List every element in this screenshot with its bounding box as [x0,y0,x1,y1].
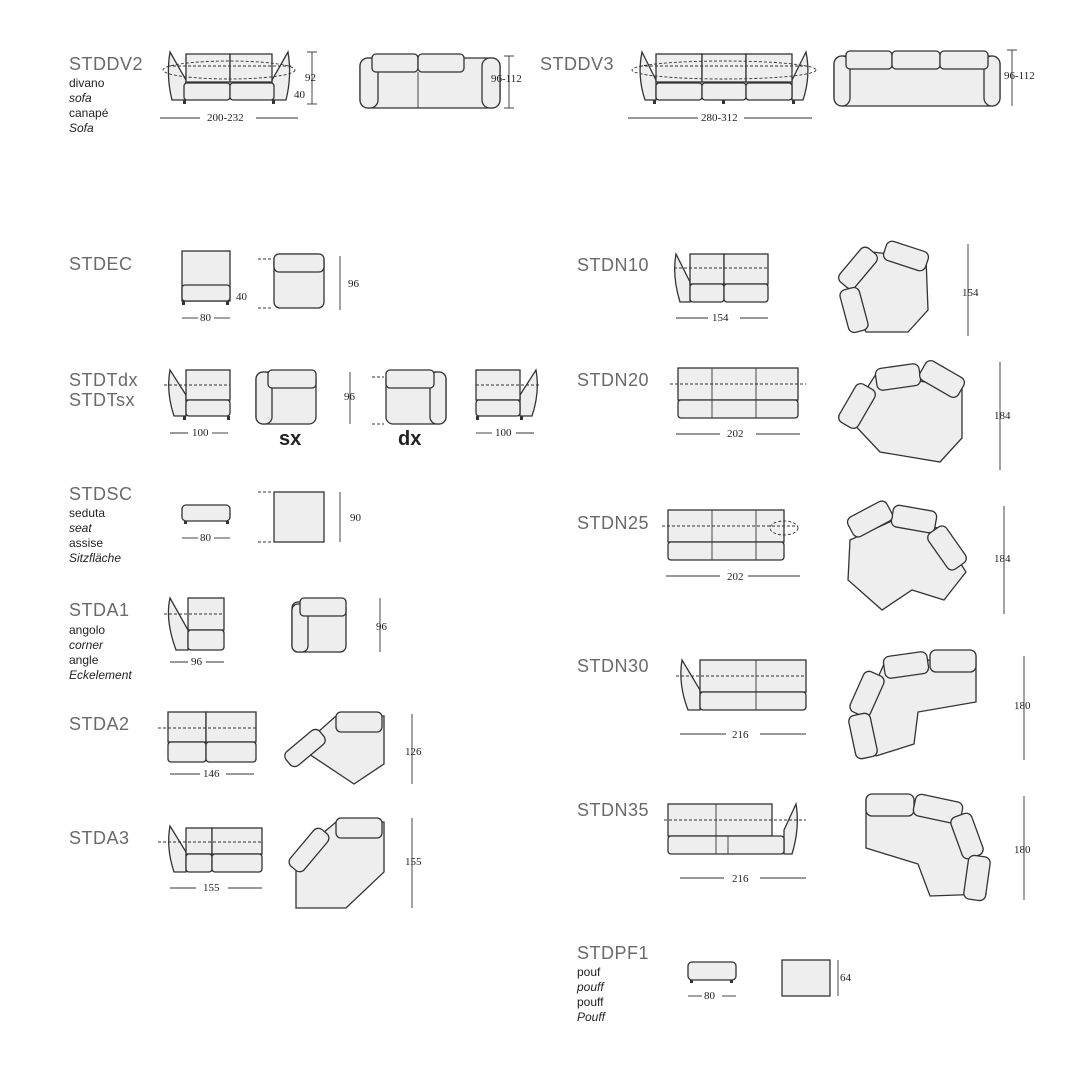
code-stdpf1: STDPF1 [577,943,650,963]
code-stdn30: STDN30 [577,656,650,676]
dim-stdec-depth: 96 [348,278,359,290]
label-sx: sx [279,428,302,450]
dim-stdn35-depth: 180 [1014,844,1031,856]
code-stda1: STDA1 [69,600,130,620]
dim-stdn25-depth: 184 [994,553,1011,565]
caption-it: divano [69,76,105,90]
code-stdn35: STDN35 [577,800,650,820]
dim-stdn30-depth: 180 [1014,700,1031,712]
dim-stdn25-width: 202 [727,571,744,583]
caption-it: angolo [69,623,106,637]
stdt-front-left [164,370,230,433]
dim-stdn10-width: 154 [712,312,729,324]
stdn30-front-view [676,660,806,734]
dim-stddv2-height: 92 [305,72,316,84]
dim-stda2-depth: 126 [405,746,422,758]
dim-stddv2-width: 200-232 [207,112,244,124]
code-stdtsx: STDTsx [69,390,135,410]
caption-fr: canapé [69,106,109,120]
dim-stdn20-width: 202 [727,428,744,440]
dim-stdn30-width: 216 [732,729,749,741]
stdt-plan-sx [256,370,316,424]
caption-fr: angle [69,653,99,667]
dim-stda3-depth: 155 [405,856,422,868]
dim-stda3-width: 155 [203,882,220,894]
code-stdtdx: STDTdx [69,370,139,390]
caption-fr: pouff [577,995,604,1009]
caption-en: corner [69,638,104,652]
dim-stdn20-depth: 184 [994,410,1011,422]
stdn10-plan-view [836,240,968,336]
code-stdsc: STDSC [69,484,133,504]
caption-de: Pouff [577,1010,606,1024]
stdn35-plan-view [866,793,1024,901]
stdn30-plan-view [848,650,1024,760]
caption-en: pouff [577,980,604,994]
stda2-front-view [158,712,256,774]
stdn25-front-view [662,510,800,576]
stdn10-front-view [674,254,768,318]
stdn35-front-view [664,804,806,878]
stddv3-plan-view [834,50,1017,106]
dim-stdt-width-b: 100 [495,427,512,439]
stda2-plan-view [282,712,412,784]
dim-stdec-seat: 40 [236,291,247,303]
caption-it: seduta [69,506,106,520]
code-stddv3: STDDV3 [540,54,615,74]
code-stdn20: STDN20 [577,370,650,390]
stdec-front-view [182,251,230,318]
code-stda2: STDA2 [69,714,130,734]
stdn25-plan-view [845,499,1004,614]
label-dx: dx [398,428,422,450]
dim-stdec-width: 80 [200,312,211,324]
dim-stdsc-width: 80 [200,532,211,544]
dim-stdn10-depth: 154 [962,287,979,299]
dim-stdt-depth: 96 [344,391,355,403]
stdec-plan-view [258,254,340,310]
dim-stdpf1-depth: 64 [840,972,851,984]
code-stda3: STDA3 [69,828,130,848]
dim-stdpf1-width: 80 [704,990,715,1002]
caption-en: sofa [69,91,92,105]
caption-en: seat [69,521,92,535]
dim-stda2-width: 146 [203,768,220,780]
dim-stdsc-depth: 90 [350,512,361,524]
stdn20-front-view [670,368,806,434]
stddv2-front-view [160,52,317,118]
dim-stddv3-depth: 96-112 [1004,70,1035,82]
stddv3-front-view [628,52,816,118]
caption-de: Eckelement [69,668,132,682]
stda1-front-view [164,598,224,662]
stdt-front-right [476,370,540,433]
dim-stddv2-seat: 40 [294,89,305,101]
dim-stddv3-width: 280-312 [701,112,738,124]
caption-it: pouf [577,965,601,979]
dim-stddv2-depth: 96-112 [491,73,522,85]
caption-fr: assise [69,536,104,550]
stda3-front-view [158,826,262,888]
dim-stda1-width: 96 [191,656,202,668]
caption-de: Sofa [69,121,94,135]
dim-stdn35-width: 216 [732,873,749,885]
stdt-plan-dx [372,370,446,424]
stda3-plan-view [287,818,412,908]
code-stdec: STDEC [69,254,133,274]
code-stdn10: STDN10 [577,255,650,275]
code-stddv2: STDDV2 [69,54,144,74]
dim-stda1-depth: 96 [376,621,387,633]
code-stdn25: STDN25 [577,513,650,533]
stdpf1-plan-view [782,960,838,996]
stdn20-plan-view [836,358,1000,470]
stda1-plan-view [292,598,380,652]
caption-de: Sitzfläche [69,551,122,565]
dim-stdt-width-a: 100 [192,427,209,439]
stdsc-plan-view [258,492,340,542]
